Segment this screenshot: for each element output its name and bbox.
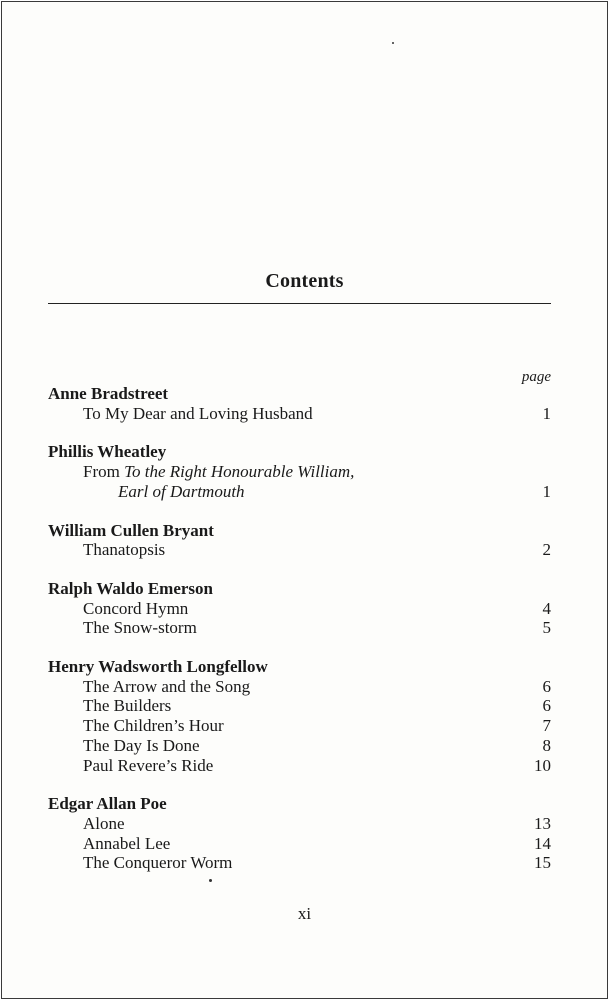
author-name: William Cullen Bryant [48,520,214,540]
page-folio: xi [297,904,312,923]
title-rule [48,303,551,304]
entry-page-number: 8 [542,735,551,755]
author-section [48,579,551,638]
author-name: Phillis Wheatley [48,442,167,462]
entry-title: To My Dear and Loving Husband [83,403,313,423]
entry-title-italic: To the Right Honourable William, [124,462,355,482]
toc-entry[interactable] [48,462,551,501]
author-section [48,442,551,501]
entry-page-number: 15 [534,853,551,873]
toc-entry[interactable] [48,736,551,756]
entry-page-number: 5 [542,618,551,638]
entry-title-continuation [83,482,551,502]
entry-title-italic: Earl of Dartmouth [118,481,245,501]
entry-page-number: 6 [542,676,551,696]
toc-entry[interactable] [48,716,551,736]
author-name: Anne Bradstreet [48,384,169,403]
entry-page-number: 13 [534,813,551,833]
author-name: Edgar Allan Poe [48,794,167,814]
entry-page-number: 7 [542,716,551,736]
toc-entry[interactable] [48,696,551,716]
author-section [48,657,551,775]
author-name: Henry Wadsworth Longfellow [48,657,268,677]
toc-entry[interactable] [48,540,551,560]
entry-title [83,462,551,482]
entry-title: The Conqueror Worm [83,853,233,873]
toc-entry[interactable] [48,814,551,834]
ink-speck [392,42,394,44]
entry-title: Annabel Lee [83,833,171,853]
entry-title-prefix: From [83,462,125,482]
entry-page-number: 4 [542,598,551,618]
entry-page-number: 2 [542,540,551,560]
table-of-contents [48,384,551,892]
toc-entry[interactable] [48,599,551,619]
entry-title: The Snow-storm [83,618,197,638]
author-name: Ralph Waldo Emerson [48,578,214,598]
entry-title: Paul Revere’s Ride [83,755,214,775]
toc-entry[interactable] [48,677,551,697]
entry-page-number: 10 [534,755,551,775]
entry-title: Thanatopsis [83,540,166,560]
entry-title: The Children’s Hour [83,716,224,736]
entry-title: Concord Hymn [83,598,189,618]
toc-entry[interactable] [48,853,551,873]
entry-title: The Arrow and the Song [83,676,251,696]
toc-entry[interactable] [48,756,551,776]
entry-title: The Builders [83,696,172,716]
author-section [48,521,551,560]
entry-page-number: 14 [534,833,551,853]
toc-entry[interactable] [48,404,551,424]
page-title: Contents [265,270,344,292]
toc-entry[interactable] [48,834,551,854]
author-section [48,384,551,423]
toc-entry[interactable] [48,618,551,638]
entry-page-number: 1 [542,403,551,423]
author-section [48,794,551,873]
entry-title: The Day Is Done [83,735,200,755]
page-column-label: page [521,369,551,385]
entry-page-number: 6 [542,696,551,716]
entry-title: Alone [83,813,125,833]
entry-page-number: 1 [542,481,551,501]
